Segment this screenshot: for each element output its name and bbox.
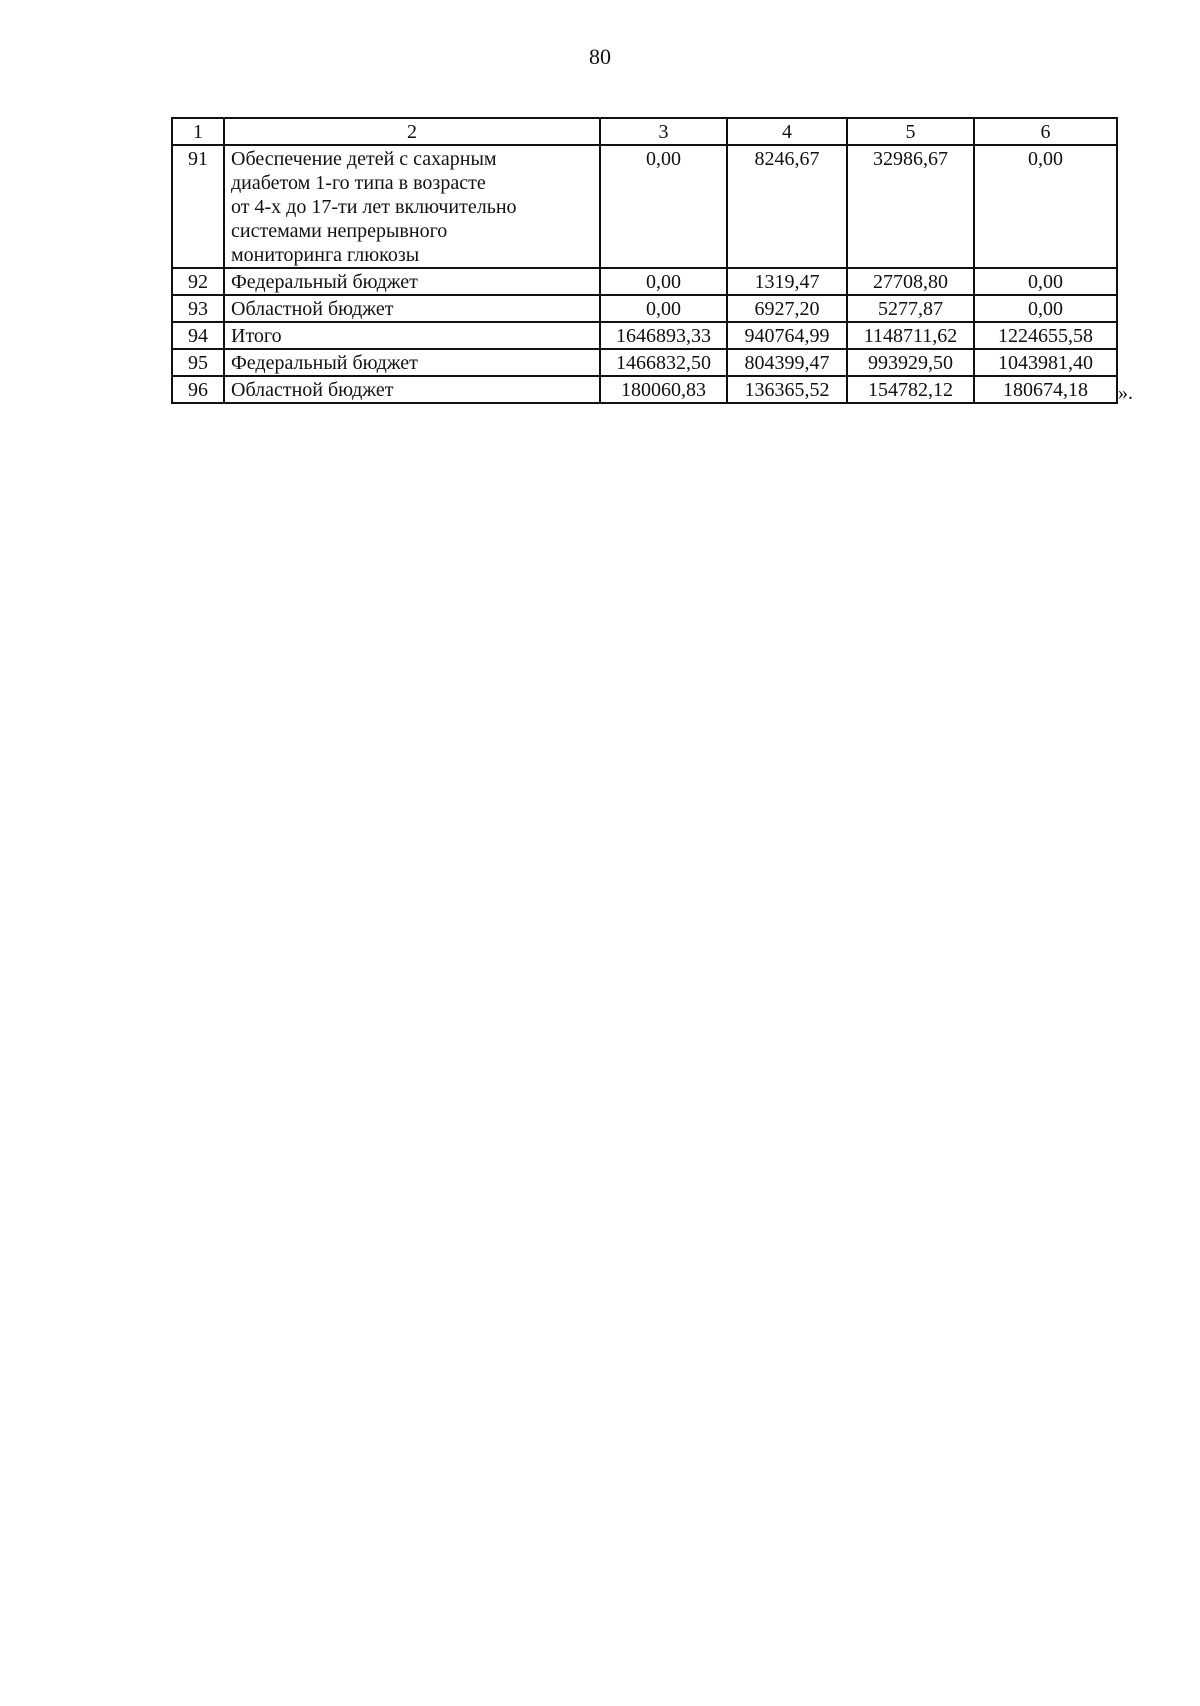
value-col-5: 5277,87 xyxy=(847,295,974,322)
table-row xyxy=(172,349,1117,376)
value-col-4: 1319,47 xyxy=(727,268,847,295)
budget-table xyxy=(171,117,1118,404)
table-row xyxy=(172,268,1117,295)
value-col-3: 1646893,33 xyxy=(600,322,727,349)
row-number: 91 xyxy=(172,145,224,268)
value-col-5: 993929,50 xyxy=(847,349,974,376)
value-col-4: 804399,47 xyxy=(727,349,847,376)
row-name-line: мониторинга глюкозы xyxy=(231,244,420,266)
value-col-3: 1466832,50 xyxy=(600,349,727,376)
value-col-6: 1224655,58 xyxy=(974,322,1117,349)
value-col-6: 0,00 xyxy=(974,145,1117,268)
column-number-5: 5 xyxy=(847,118,974,145)
row-name: Областной бюджет xyxy=(224,376,600,403)
table-header-row xyxy=(172,118,1117,145)
row-name-line: от 4-х до 17-ти лет включительно xyxy=(231,196,517,218)
row-number: 94 xyxy=(172,322,224,349)
value-col-4: 6927,20 xyxy=(727,295,847,322)
row-name: Федеральный бюджет xyxy=(224,349,600,376)
row-number: 95 xyxy=(172,349,224,376)
page-number: 80 xyxy=(589,44,611,69)
row-name-line: диабетом 1-го типа в возрасте xyxy=(231,172,486,194)
column-number-2: 2 xyxy=(224,118,600,145)
column-number-1: 1 xyxy=(172,118,224,145)
column-number-3: 3 xyxy=(600,118,727,145)
row-name: Итого xyxy=(224,322,600,349)
value-col-5: 1148711,62 xyxy=(847,322,974,349)
table-row xyxy=(172,376,1117,403)
value-col-5: 154782,12 xyxy=(847,376,974,403)
row-name-line: системами непрерывного xyxy=(231,220,448,242)
row-name-line: Обеспечение детей с сахарным xyxy=(231,148,497,170)
value-col-5: 32986,67 xyxy=(847,145,974,268)
value-col-3: 0,00 xyxy=(600,268,727,295)
row-name: Областной бюджет xyxy=(224,295,600,322)
column-number-4: 4 xyxy=(727,118,847,145)
value-col-5: 27708,80 xyxy=(847,268,974,295)
row-name xyxy=(224,145,600,268)
value-col-6: 0,00 xyxy=(974,268,1117,295)
row-number: 92 xyxy=(172,268,224,295)
value-col-4: 136365,52 xyxy=(727,376,847,403)
value-col-4: 8246,67 xyxy=(727,145,847,268)
table-row xyxy=(172,295,1117,322)
row-name: Федеральный бюджет xyxy=(224,268,600,295)
value-col-6: 0,00 xyxy=(974,295,1117,322)
value-col-4: 940764,99 xyxy=(727,322,847,349)
table-row xyxy=(172,145,1117,268)
closing-quote-mark: ». xyxy=(1118,382,1133,404)
value-col-3: 180060,83 xyxy=(600,376,727,403)
table-row xyxy=(172,322,1117,349)
row-number: 93 xyxy=(172,295,224,322)
value-col-3: 0,00 xyxy=(600,295,727,322)
value-col-6: 180674,18 xyxy=(974,376,1117,403)
column-number-6: 6 xyxy=(974,118,1117,145)
row-number: 96 xyxy=(172,376,224,403)
value-col-6: 1043981,40 xyxy=(974,349,1117,376)
value-col-3: 0,00 xyxy=(600,145,727,268)
